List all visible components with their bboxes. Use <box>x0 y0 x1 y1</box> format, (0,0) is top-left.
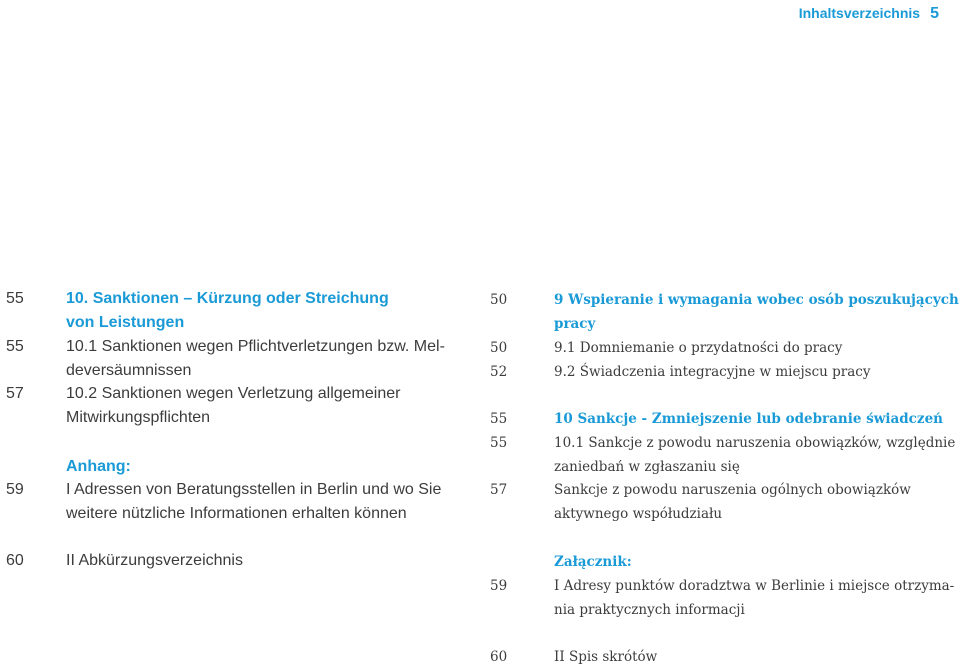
toc-entry-line: 9 Wspieranie i wymagania wobec osób poszukujących <box>554 292 959 308</box>
toc-entry-line: weitere nützliche Informationen erhalten können <box>66 505 407 522</box>
toc-page-number: 50 <box>490 340 508 356</box>
toc-page-number: 55 <box>490 411 508 427</box>
toc-entry-line: 10.1 Sanktionen wegen Pflichtverletzungen bzw. Mel- <box>66 338 445 355</box>
toc-entry-line: II Spis skrótów <box>554 649 658 665</box>
toc-page-number: 50 <box>490 292 508 308</box>
toc-page-number: 52 <box>490 364 508 380</box>
toc-entry-line: I Adresy punktów doradztwa w Berlinie i miejsce otrzyma- <box>554 578 955 594</box>
toc-page-number: 55 <box>6 290 24 307</box>
toc-entry-line: deversäumnissen <box>66 362 192 379</box>
toc-entry-line: 9.1 Domniemanie o przydatności do pracy <box>554 340 843 356</box>
toc-page-number: 55 <box>6 338 24 355</box>
toc-entry-line: von Leistungen <box>66 314 185 331</box>
toc-entry-line: 10.2 Sanktionen wegen Verletzung allgemeiner <box>66 385 401 402</box>
toc-page-number: 59 <box>490 578 508 594</box>
toc-entry-line: I Adressen von Beratungsstellen in Berlin und wo Sie <box>66 481 442 498</box>
toc-page-number: 55 <box>490 435 508 451</box>
toc-page-number: 60 <box>6 552 24 569</box>
toc-page-number: 57 <box>6 385 24 402</box>
toc-entry-line: II Abkürzungsverzeichnis <box>66 552 243 569</box>
running-header <box>799 5 939 23</box>
appendix-heading: Anhang: <box>66 458 131 475</box>
toc-page-number: 59 <box>6 481 24 498</box>
toc-entry-line: 10.1 Sankcje z powodu naruszenia obowiązków, względnie <box>554 435 956 451</box>
toc-page-number: 60 <box>490 649 508 665</box>
toc-entry-line: 10 Sankcje - Zmniejszenie lub odebranie świadczeń <box>554 411 943 427</box>
toc-entry-line: Sankcje z powodu naruszenia ogólnych obowiązków <box>554 482 911 498</box>
toc-entry-line: Mitwirkungspflichten <box>66 409 211 426</box>
toc-entry-line: 10. Sanktionen – Kürzung oder Streichung <box>66 290 389 307</box>
header-title: Inhaltsverzeichnis <box>798 5 921 21</box>
toc-entry-line: pracy <box>554 316 596 332</box>
toc-entry-line: zaniedbań w zgłaszaniu się <box>554 459 740 475</box>
toc-entry-line: aktywnego współudziału <box>554 506 723 522</box>
toc-entry-line: nia praktycznych informacji <box>554 602 745 618</box>
toc-page-number: 57 <box>490 482 508 498</box>
appendix-heading: Załącznik: <box>554 554 632 570</box>
header-page-number: 5 <box>930 5 939 22</box>
toc-entry-line: 9.2 Świadczenia integracyjne w miejscu pracy <box>554 364 871 380</box>
